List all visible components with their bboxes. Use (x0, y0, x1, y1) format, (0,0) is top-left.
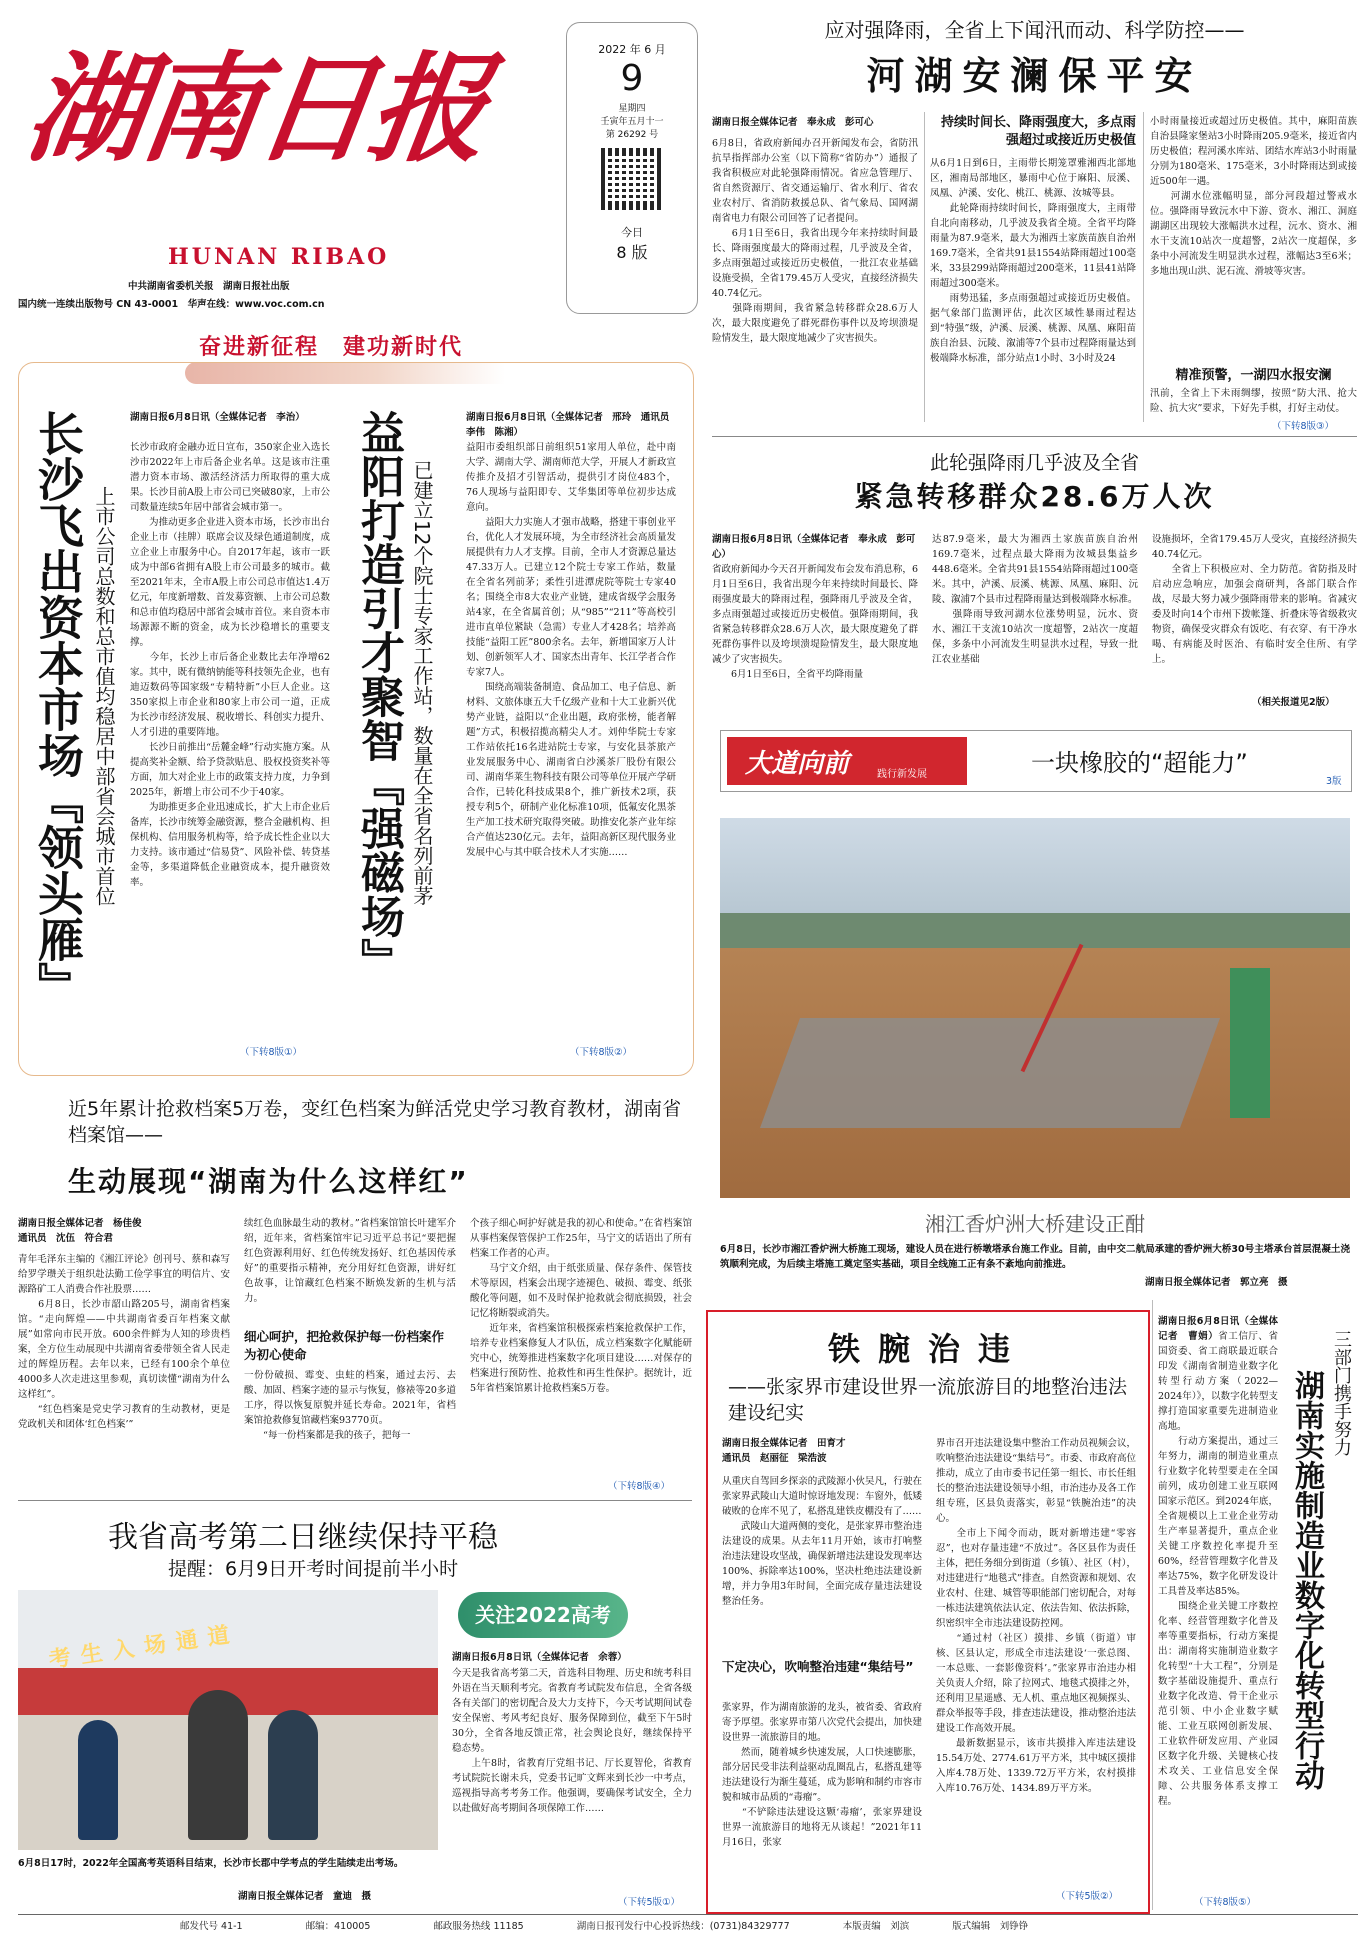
promo-title: 一块橡胶的“超能力” (1031, 749, 1248, 777)
gaokao-tag (458, 1592, 628, 1638)
zjj-subhead: 下定决心，吹响整治违建“集结号” (722, 1659, 914, 1674)
issue-number: 第 26292 号 (605, 130, 659, 140)
gaokao-photo-credit: 湖南日报全媒体记者 童迪 摄 (238, 1891, 372, 1902)
pages-label: 今日 (621, 226, 643, 239)
gaokao-title: 我省高考第二日继续保持平稳 (108, 1520, 498, 1555)
gaokao-byline: 湖南日报6月8日讯（全媒体记者 余蓉） (452, 1652, 627, 1663)
lead-subhead-2: 精准预警，一湖四水报安澜 (1175, 368, 1332, 383)
story-changsha (30, 410, 330, 1060)
footer-zip: 邮编：410005 (305, 1921, 371, 1932)
gaokao-tag-text: 关注2022高考 (475, 1603, 611, 1627)
masthead-sponsor: 中共湖南省委机关报 湖南日报社出版 (128, 281, 290, 292)
lead-byline: 湖南日报全媒体记者 奉永成 彭可心 (712, 117, 874, 128)
lead-story (712, 14, 1357, 434)
flood2-title: 紧急转移群众28.6万人次 (854, 480, 1215, 513)
lead-title: 河湖安澜保平安 (866, 54, 1203, 98)
story-flood-2 (712, 448, 1357, 710)
date-day: 9 (620, 58, 644, 99)
bridge-photo-title: 湘江香炉洲大桥建设正酣 (925, 1212, 1145, 1236)
qr-code[interactable] (601, 148, 663, 210)
archive-continued[interactable]: （下转8版④） (608, 1481, 671, 1492)
lead-kicker: 应对强降雨，全省上下闻汛而动、科学防控—— (824, 18, 1245, 42)
digital-body: 省工信厅、省国资委、省工商联最近联合印发《湖南省制造业数字化转型行动方案（2022—2024年）》，以数字化转型支撑打造国家重要先进制造业高地。 行动方案提出，通过三年努力，湖南的制造业重点行业数字化转型要走在全国前列，成功创建工业互联网国家示范区。到2024年底，全省规模以上工业企业劳动生产率显著提升，重点企业关键工序数控化率提升至60%，经营管理数字化普及率达75%，数字化研发设计工具普及率达85%。 围绕企业关键工序数控化率、经营管理数字化普及率等重要指标，行动方案提出：湖南将实施制造业数字化转型“十大工程”，分别是数字基础设施提升、重点行业数字化改造、骨干企业示范引领、中小企业数字赋能、工业互联网创新发展、工业软件研发应用、产业园区数字化升级、关键核心技术攻关、工业信息安全保障、公共服务体系支撑工程。 (1158, 1331, 1278, 1807)
flood2-col-1: 省政府新闻办今天召开新闻发布会发布消息称，6月1日至6日，我省出现今年来持续时间最长、降雨强度最大的降雨过程，强降雨几乎波及全省，多点雨强超过或接近历史极值。强降雨期间，我省紧急转移群众28.6万人次，最大限度避免了群死群伤事件以及垮坝溃堤险情发生，最大限度地减少了灾害损失。 6月1日至6日，全省平均降雨量 (712, 564, 918, 680)
lead-continued[interactable]: （下转8版③） (1272, 421, 1335, 432)
lead-col-3: 小时雨量接近或超过历史极值。其中，麻阳苗族自治县隆家堡站3小时降雨205.9毫米，接近省内历史极值；程河溪水库站、团结水库站3小时雨量分别为180毫米、175毫米，3小时降雨达到或接近500年一遇。 河湖水位涨幅明显，部分河段超过警戒水位。强降雨导致沅水中下游、资水、湘江、洞庭湖湖区出现较大涨幅洪水过程，沅水、资水、湘水干支流10站次一度超警，2站次一度超保，多条中小河流发生明显洪水过程，涨幅达3至6米；多地出现山洪、泥石流、滑坡等灾害。 (1150, 116, 1357, 277)
zjj-col-2: 界市召开违法建设集中整治工作动员视频会议，吹响整治违法建设“集结号”。市委、市政府高位推动，成立了由市委书记任第一组长、市长任组长的整治违法建设领导小组，市治违办及各工作组专班，区县负责落实，彰显“铁腕治违”的决心。 全市上下闻令而动，既对新增违建“零容忍”，也对存量违建“不放过”。各区县作为责任主体，把任务细分到街道（乡镇）、社区（村），对违建进行“地毯式”排查。自然资源和规划、农业农村、住建、城管等职能部门密切配合，对每一栋违法建筑依法认定、依法告知、依法拆除，织密织牢全市违法建设防控网。 “通过村（社区）摸排、乡镇（街道）审核、区县认定，形成全市违法建设‘一张总图、一本总账、一套影像资料’。”张家界市治违办相关负责人介绍，除了拉网式、地毯式摸排之外，还利用卫星遥感、无人机、重点地区视频探头、群众举报等手段，排查违法建设，推动整治违法建设工作高效开展。 最新数据显示，该市共摸排入库违法建设15.54万处、2774.61万平方米，其中城区摸排入库4.78万处、1339.72万平方米，农村摸排入库10.76万处、1434.89万平方米。 (936, 1438, 1136, 1794)
gaokao-photo (18, 1590, 438, 1850)
lead-subhead-1: 持续时间长、降雨强度大，多点雨强超过或接近历史极值 (940, 115, 1136, 148)
gaokao-photo-caption: 6月8日17时，2022年全国高考英语科目结束，长沙市长郡中学考点的学生陆续走出考场。 (18, 1858, 404, 1869)
bridge-photo-caption: 6月8日，长沙市湘江香炉洲大桥施工现场，建设人员在进行桥墩塔承台施工作业。目前，由中交二航局承建的香炉洲大桥30号主塔承台首层混凝土浇筑顺利完成，为后续主塔施工奠定坚实基础，项目全线施工正有条不紊地向前推进。 (720, 1244, 1350, 1270)
flood2-col-2: 达87.9毫米，最大为湘西土家族苗族自治州169.7毫米，过程点最大降雨为汝城县集益乡448.6毫米。全省共91县1554站降雨超过100毫米。其中，泸溪、辰溪、桃源、凤凰、麻阳、沅陵、溆浦7个县市过程降雨量达到极端降水标准。 强降雨导致河湖水位涨势明显，沅水、资水、湘江干支流10站次一度超警，2站次一度超保，多条中小河流发生明显洪水过程，导致一批江农业基础 (932, 534, 1138, 665)
digital-byline-body (1158, 1314, 1278, 1894)
zjj-subtitle: ——张家界市建设世界一流旅游目的地整治违法建设纪实 (728, 1376, 1128, 1424)
masthead-cn-number: 国内统一连续出版物号 CN 43-0001 华声在线：www.voc.com.cn (18, 299, 325, 310)
promo-logo-box (727, 737, 967, 785)
date-lunar: 壬寅年五月十一 (600, 117, 664, 127)
flood2-kicker: 此轮强降雨几乎波及全省 (929, 452, 1139, 474)
archive-col-1: 青年毛泽东主编的《湘江评论》创刊号、蔡和森写给罗学瓒关于组织赴法勤工俭学事宜的明信片、安源路矿工人消费合作社股票…… 6月8日，长沙市韶山路205号，湖南省档案馆。“走向辉煌——中共湖南省委百年档案文献展”如常向市民开放。600余件鲜为人知的珍贵档案，全方位生动展现中共湖南省委带领全省人民走过的辉煌历程。去年以来，已经有100余个单位4000多人次走进这里参观，真切读懂“湖南为什么这样红”。 “红色档案是党史学习教育的生动教材，更是党政机关和团体‘红色档案’” (18, 1254, 230, 1430)
footer-editor: 本版责编 刘滨 (842, 1921, 910, 1932)
yiyang-title: 益阳打造引才聚智『强磁场』 (353, 410, 404, 982)
masthead (18, 14, 563, 314)
footer-postal-code: 邮发代号 41-1 (180, 1921, 243, 1932)
digital-byline: 湖南日报6月8日讯（全媒体记者 曹娟） (1158, 1316, 1278, 1342)
flood2-byline: 湖南日报6月8日讯（全媒体记者 奉永成 彭可心） (712, 534, 916, 560)
date-weekday: 星期四 (618, 104, 646, 114)
yiyang-subtitle: 已建立12个院士专家工作站，数量在全省名列前茅 (410, 460, 434, 906)
story-yiyang (350, 410, 680, 1060)
masthead-pinyin: HUNAN RIBAO (168, 244, 390, 270)
footer-complaint: 湖南日报刊发行中心投诉热线：(0731)84329777 (576, 1921, 790, 1932)
bridge-photo (720, 818, 1350, 1198)
archive-col-3: 个孩子细心呵护好就是我的初心和使命。”在省档案馆从事档案保管保护工作25年，马宁文的话语出了所有档案工作者的心声。 马宁文介绍，由于纸张质量、保存条件、保管技术等原因，档案会出现字迹褪色、破损、霉变、纸张酸化等问题，如不及时保护抢救就会彻底损毁，社会记忆将断裂或消失。 近年来，省档案馆积极探索档案抢救保护工作，培养专业档案修复人才队伍，成立档案数字化赋能研究中心，统筹推进档案数字化项目建设……对保存的档案进行预防性、抢救性和再生性保护。据统计，近5年省档案馆累计抢救档案5万卷。 (470, 1218, 692, 1394)
archive-kicker: 近5年累计抢救档案5万卷，变红色档案为鲜活党史学习教育教材，湖南省档案馆—— (68, 1098, 682, 1146)
changsha-body: 长沙市政府金融办近日宣布，350家企业入选长沙市2022年上市后备企业名单。这是该市注重潜力资本市场、激活经济活力所取得的重大成果。长沙目前A股上市公司已突破80家，上市公司数量连续5年居中部省会城市第一。 为推动更多企业进入资本市场，长沙市出台企业上市（挂牌）联席会议及绿色通道制度，成立企业上市服务中心。自2017年起，该市一跃成为中部6省拥有A股上市公司最多的城市。截至2021年末，全市A股上市公司总市值达1.4万亿元，年度新增数、首发募资额、上市公司总数和总市值均稳居中部省会城市首位。来自资本市场源源不断的资金，成为长沙稳增长的重要支撑。 今年，长沙上市后备企业数比去年净增62家。其中，既有微纳钠能等科技领先企业，也有迪迈数码等国家级“专精特新”小巨人企业。这350家拟上市企业和80家上市公司一道，正成为长沙市经济发展、税收增长、科创实力提升、人才引进的重要阵地。 长沙日前推出“岳麓金峰”行动实施方案。从提高奖补金额、给予贷款贴息、股权投资奖补等方面，加大对企业上市的政策支持力度，力争到2025年，新增上市公司不少于40家。 为助推更多企业迅速成长，扩大上市企业后备库，长沙市统筹金融资源，整合金融机构、担保机构、信用服务机构等，给予成长性企业以大力支持。该市通过“信易贷”、风险补偿、转贷基金等，多渠道降低企业融资成本，提升融资效率。 (130, 442, 330, 888)
archive-col-2b: 一份份破损、霉变、虫蛀的档案，通过去污、去酸、加固、档案字迹的显示与恢复，修裱等20多道工序，得以恢复原貌并延长寿命。2021年，省档案馆抢救修复馆藏档案93770页。 “每一份档案都是我的孩子，把每一 (244, 1370, 456, 1441)
gaokao-photo-sign: 考生入场通道 (47, 1620, 242, 1674)
changsha-subtitle: 上市公司总数和总市值均稳居中部省会城市首位 (92, 486, 116, 906)
footer (180, 1918, 1340, 1938)
zjj-byline: 湖南日报全媒体记者 田育才 通讯员 赵丽征 梁浩波 (722, 1438, 846, 1464)
zjj-col-1b: 张家界，作为湖南旅游的龙头，被省委、省政府寄予厚望。张家界市第八次党代会提出，加快建设世界一流旅游目的地。 然而，随着城乡快速发展，人口快速膨胀，部分居民受非法利益驱动乱圈乱占，私搭乱建等违法建设行为渐生蔓延，成为影响和制约市容市貌和城市品质的“毒瘤”。 “不铲除违法建设这颗‘毒瘤’，张家界建设世界一流旅游目的地将无从谈起！”2021年11月16日，张家 (722, 1702, 922, 1848)
promo-logo-sub: 践行新发展 (877, 769, 927, 780)
archive-title: 生动展现“湖南为什么这样红” (68, 1165, 469, 1198)
zjj-col-1: 从重庆自驾回乡探亲的武陵源小伙吴凡，行驶在张家界武陵山大道时惊讶地发现：车窗外，低矮破败的仓库不见了，私搭乱建铁皮棚没有了…… 武陵山大道两侧的变化，是张家界市整治违法建设的成果。从去年11月开始，该市打响整治违法建设攻坚战，确保新增违法建设发现率达100%、拆除率达100%，坚决杜绝违法建设新增，并力争用3年时间，全面完成存量违法建设整治任务。 (722, 1476, 922, 1607)
zjj-title: 铁腕治违 (827, 1330, 1028, 1368)
gaokao-continued[interactable]: （下转5版①） (618, 1897, 681, 1908)
date-box (566, 22, 698, 314)
gaokao-body: 今天是我省高考第二天，首选科目物理、历史和统考科目外语在当天顺利考完。省教育考试院发布信息，全省各级各有关部门的密切配合及大力支持下，今天考试期间试卷安全保密、考风考纪良好、服务保障到位，截至下午5时30分，全省各地反馈正常，社会舆论良好，继续保持平稳态势。 上午8时，省教育厅党组书记、厅长夏智伦，省教育考试院院长谢未兵，党委书记旷文辉来到长沙一中考点，巡视指导高考考务工作。他强调，要确保考试安全，全力以赴做好高考期间各项保障工作…… (452, 1668, 692, 1814)
digital-continued[interactable]: （下转8版⑤） (1194, 1897, 1257, 1908)
archive-subhead: 细心呵护，把抢救保护每一份档案作为初心使命 (244, 1329, 445, 1362)
archive-byline: 湖南日报全媒体记者 杨佳俊 通讯员 沈伍 符合君 (18, 1218, 142, 1244)
digital-title: 湖南实施制造业数字化转型行动 (1289, 1370, 1324, 1790)
yiyang-byline: 湖南日报6月8日讯（全媒体记者 邢玲 通讯员 李伟 陈湘） (466, 412, 679, 438)
footer-hotline: 邮政服务热线 11185 (433, 1921, 524, 1932)
promo-page: 3版 (1326, 776, 1342, 787)
lead-col-2: 从6月1日到6日，主雨带长期笼罩雅湘西北部地区，湘南局部地区，暴雨中心位于麻阳、辰溪、凤凰、泸溪、安化、桃江、桃源、汝城等县。 此轮降雨持续时间长，降雨强度大，主雨带自北向南移动，几乎波及我省全境。全省平均降雨量为87.9毫米，最大为湘西土家族苗族自治州169.7毫米，全省共91县1554站降雨超过100毫米，33县299站降雨超过200毫米，11县41站降雨超过300毫米。 雨势迅猛，多点雨强超过或接近历史极值。据气象部门监测评估，此次区域性暴雨过程达到“特强”级，泸溪、辰溪、桃源、凤凰、麻阳苗族自治县、沅陵、溆浦等7个县市过程降雨量达到极端降水标准，部分站点1小时、3小时及24 (930, 158, 1136, 364)
changsha-title: 长沙飞出资本市场『领头雁』 (31, 410, 85, 1008)
masthead-logo: 湖南日报 (18, 39, 494, 178)
promo-block[interactable] (720, 730, 1352, 792)
changsha-byline: 湖南日报6月8日讯（全媒体记者 李治） (130, 412, 305, 423)
digital-subtitle: 三部门携手努力 (1331, 1330, 1352, 1456)
story-digital (1158, 1310, 1358, 1910)
lead-col-3b: 汛前，全省上下未雨绸缪，按照“防大汛、抢大险、抗大灾”要求，下好先手棋，打好主动仗。 (1150, 388, 1357, 414)
story-zhangjiajie (706, 1310, 1150, 1914)
archive-col-2: 续红色血脉最生动的教材。”省档案馆馆长叶建军介绍，近年来，省档案馆牢记习近平总书记“要把握红色资源利用好、红色传统发扬好、红色基因传承好”的重要指示精神，充分用好红色资源，讲好红色故事，让馆藏红色档案不断焕发新的生机与活力。 (244, 1218, 456, 1304)
footer-layout-editor: 版式编辑 刘铮铮 (952, 1921, 1029, 1932)
slogan-text: 奋进新征程 建功新时代 (199, 335, 464, 360)
date-year-month: 2022 年 6 月 (598, 43, 666, 56)
yiyang-body: 益阳市委组织部日前组织51家用人单位，赴中南大学、湖南大学、湖南师范大学，开展人才新政宣传推介及招才引智活动，提供引才岗位483个，76人现场与益阳即专、艾华集团等单位初步达成意向。 益阳大力实施人才强市战略，搭建干事创业平台，优化人才发展环境，为全市经济社会高质量发展提供有力人才支撑。目前，全市人才资源总量达47.33万人。已建立12个院士专家工作站，数量在全省名列前茅；柔性引进潭虎院等院士专家40名；围绕全市8大农业产业链，建成省级学会服务站4家，在全省属首创；从“985”“211”等高校引进市直单位紧缺（急需）专业人才428名；培养高技能“益阳工匠”800余名。去年，新增国家万人计划、创新领军人才、国家杰出青年、长江学者合作专家7人。 围绕高端装备制造、食品加工、电子信息、新材料、文旅体康五大千亿级产业和十大工业新兴优势产业链，益阳以“企业出题，政府张榜，能者解题”方式，积极招揽高精尖人才。刘仲华院士专家工作站依托16名进站院士专家，与安化县茶旅产业发展服务中心、湖南省白沙溪茶厂股份有限公司、湖南华莱生物科技有限公司等单位开展产学研合作，已转化科技成果8个，推广新技术2项，获授专利5个，研制产业化标准10项，低氟安化黑茶生产加工技术研究取得突破。助推安化茶产业年综合产值达230亿元。去年，益阳高新区现代服务业发展中心与其中联合技术人才实施…… (466, 442, 676, 858)
flood2-related[interactable]: （相关报道见2版） (1252, 697, 1335, 708)
gaokao-subtitle: 提醒：6月9日开考时间提前半小时 (168, 1558, 459, 1580)
promo-logo: 大道向前 (745, 749, 850, 779)
zjj-continued[interactable]: （下转5版②） (1056, 1891, 1119, 1902)
bridge-photo-credit: 湖南日报全媒体记者 郭立亮 摄 (1145, 1277, 1288, 1288)
lead-col-1: 6月8日，省政府新闻办召开新闻发布会，省防汛抗旱指挥部办公室（以下简称“省防办”）通报了我省积极应对此轮强降雨情况。省应急管理厅、省自然资源厅、省交通运输厅、省水利厅、省农业农村厅、省消防救援总队、省气象局、国网湖南省电力有限公司回答了记者提问。 6月1日至6日，我省出现今年来持续时间最长、降雨强度最大的降雨过程，几乎波及全省，多点雨强超过或接近历史极值，一批江农业基础设施受损，全省179.45万人受灾，直接经济损失40.74亿元。 强降雨期间，我省紧急转移群众28.6万人次，最大限度避免了群死群伤事件以及垮坝溃堤险情发生，最大限度地减少了灾害损失。 (712, 138, 918, 344)
pages-count: 8 版 (616, 243, 648, 262)
story-gaokao (18, 1512, 692, 1910)
flood2-col-3: 设施损坏，全省179.45万人受灾，直接经济损失40.74亿元。 全省上下积极应对、全力防范。省防指及时启动应急响应，加强会商研判，各部门联合作战，尽最大努力减少强降雨带来的影响。省减灾委及时向14个市州下拨帐篷、折叠床等省级救灾物资，确保受灾群众有饭吃、有衣穿、有干净水喝、有病能及时医治、有临时安全住所、有学上。 (1152, 534, 1357, 665)
yiyang-continued[interactable]: （下转8版②） (570, 1047, 633, 1058)
story-archive (18, 1096, 692, 1496)
changsha-continued[interactable]: （下转8版①） (240, 1047, 303, 1058)
